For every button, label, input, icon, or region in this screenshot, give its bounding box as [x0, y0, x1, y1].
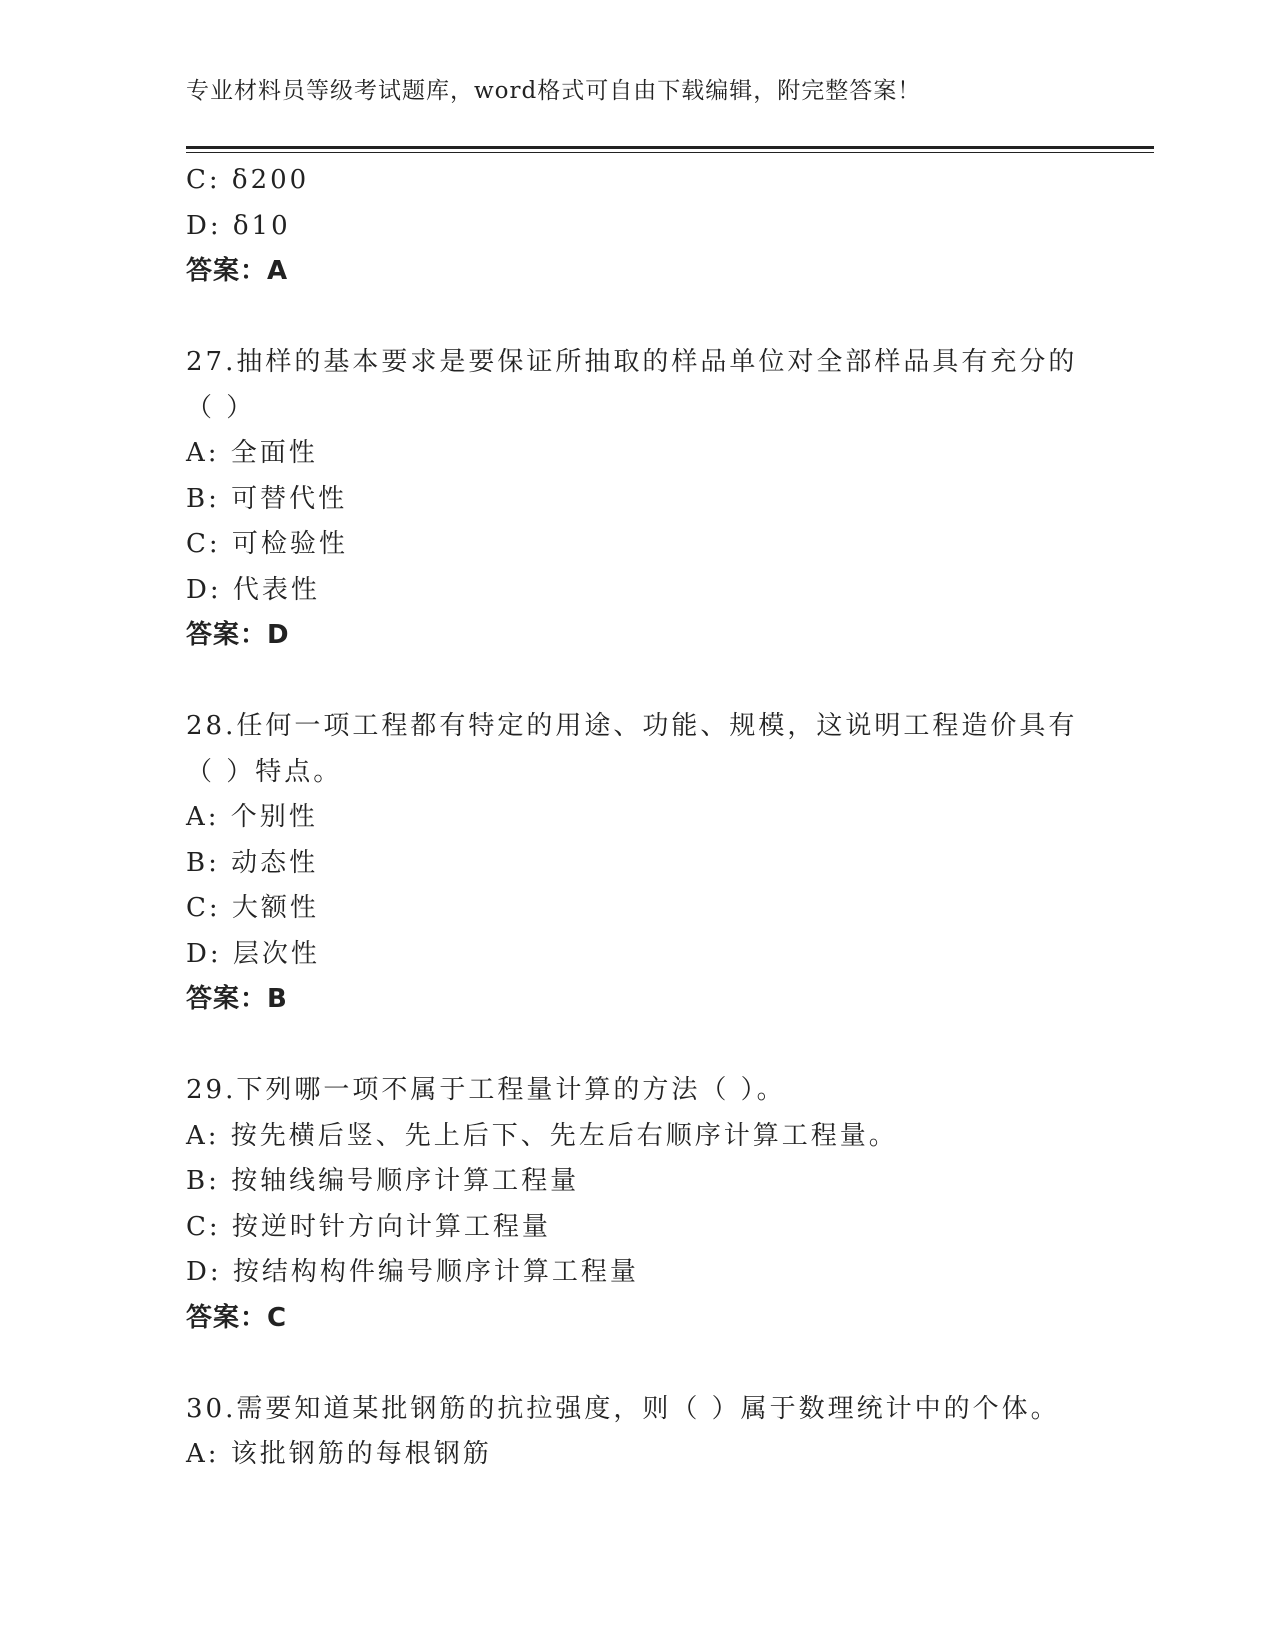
option-b: B: 动态性 [186, 847, 319, 878]
option-c: C: 大额性 [186, 893, 319, 923]
option-b: B: 可替代性 [186, 483, 348, 514]
spacer [186, 1341, 1156, 1387]
option-a: A: 全面性 [186, 438, 318, 468]
option-d: D: 按结构构件编号顺序计算工程量 [186, 1257, 639, 1287]
question-stem-continued: （ ）特点。 [186, 756, 343, 787]
question-30 [186, 1387, 1156, 1478]
option-b: B: 按轴线编号顺序计算工程量 [186, 1166, 580, 1196]
question-29 [186, 1068, 1156, 1341]
answer-line: 答案：C [186, 1302, 288, 1333]
question-stem: 28.任何一项工程都有特定的用途、功能、规模，这说明工程造价具有 [186, 711, 1078, 741]
question-stem-continued: （ ） [186, 392, 256, 423]
option-d: D: 层次性 [186, 938, 320, 969]
spacer [186, 659, 1156, 705]
question-27 [186, 340, 1156, 659]
answer-line: 答案：D [186, 620, 290, 650]
option-a: A: 个别性 [186, 802, 318, 832]
question-stem: 27.抽样的基本要求是要保证所抽取的样品单位对全部样品具有充分的 [186, 347, 1078, 377]
header-rule-thick [186, 146, 1154, 149]
option-d: D: 代表性 [186, 574, 320, 605]
answer-line: 答案：B [186, 984, 288, 1014]
question-stem: 30.需要知道某批钢筋的抗拉强度，则（ ）属于数理统计中的个体。 [186, 1393, 1060, 1424]
spacer [186, 1023, 1156, 1069]
option-a: A: 该批钢筋的每根钢筋 [186, 1439, 492, 1469]
question-28 [186, 704, 1156, 1023]
question-stem: 29.下列哪一项不属于工程量计算的方法（ ）。 [186, 1075, 786, 1105]
previous-question-tail [186, 158, 1156, 295]
header-rule-thin [186, 152, 1154, 153]
answer-line: 答案：A [186, 256, 289, 286]
question-content [186, 158, 1156, 1478]
page-header: 专业材料员等级考试题库，word格式可自由下载编辑，附完整答案！ [186, 78, 922, 104]
spacer [186, 295, 1156, 341]
option-a: A: 按先横后竖、先上后下、先左后右顺序计算工程量。 [186, 1120, 898, 1151]
option-c: C: δ200 [186, 165, 310, 195]
option-c: C: 可检验性 [186, 529, 348, 559]
option-d: D: δ10 [186, 210, 291, 241]
option-c: C: 按逆时针方向计算工程量 [186, 1211, 551, 1242]
